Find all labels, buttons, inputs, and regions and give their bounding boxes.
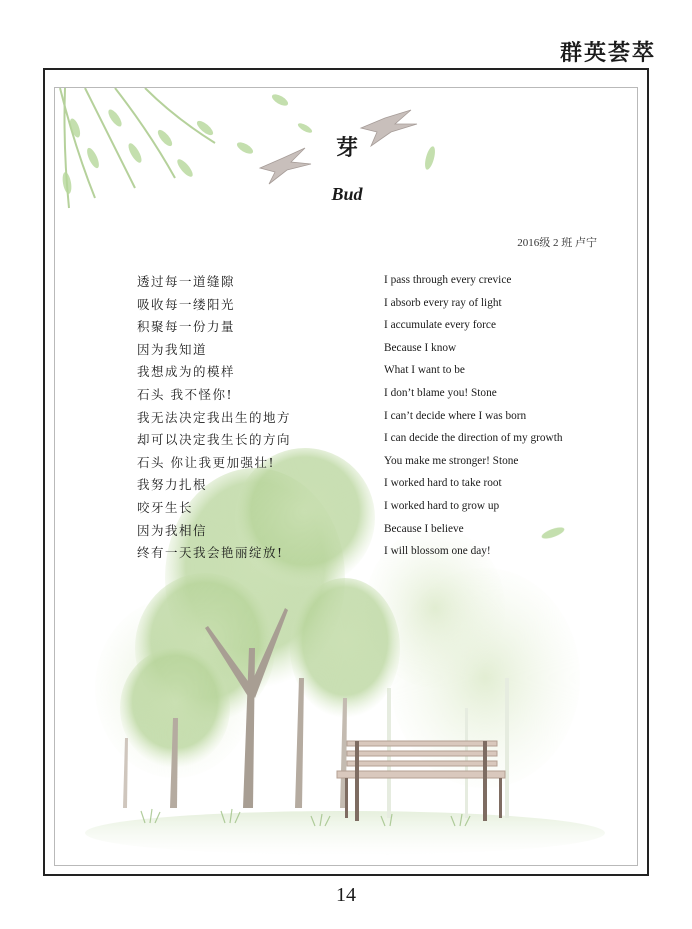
author-byline: 2016级 2 班 卢宁 [517,237,597,249]
poem-line-en: I can decide the direction of my growth [384,432,563,445]
poem-line-cn: 因为我相信 [137,522,208,538]
poem-line-en: I accumulate every force [384,319,496,332]
poem-line-cn: 透过每一道缝隙 [137,274,236,289]
poem-title-english: Bud [331,184,363,204]
page-number: 14 [336,884,356,906]
poem-line-cn: 因为我知道 [137,341,208,357]
poem-line-en: I don’t blame you! Stone [384,386,497,399]
poem-line-cn: 积聚每一份力量 [137,319,236,335]
poem-line-en: I can’t decide where I was born [384,409,527,422]
poem-line-en: What I want to be [384,364,465,377]
poem-line-cn: 我无法决定我出生的地方 [137,409,292,425]
poem-line-en: I absorb every ray of light [384,296,502,309]
poem-line-en: I worked hard to take root [384,477,502,490]
poem-chinese-lines [137,272,397,566]
poem-line-en: I pass through every crevice [384,274,512,286]
poem-line-en: I worked hard to grow up [384,499,500,512]
poem-line-cn: 我想成为的模样 [137,364,236,380]
poem-line-cn: 吸收每一缕阳光 [137,296,236,312]
poem-line-cn: 我努力扎根 [137,477,208,493]
section-title: 群英荟萃 [559,40,656,66]
poem-line-cn: 却可以决定我生长的方向 [137,432,292,448]
poem-line-en: I will blossom one day! [384,545,491,558]
poem-page [54,87,638,866]
poem-line-en: Because I know [384,341,457,354]
poem-line-cn: 咬牙生长 [137,499,194,515]
poem-line-cn: 石头 你让我更加强壮! [137,454,275,470]
poem-english-lines [384,274,634,568]
poem-line-cn: 石头 我不怪你! [137,386,233,402]
poem-line-en: You make me stronger! Stone [384,454,519,467]
poem-line-cn: 终有一天我会艳丽绽放! [137,545,284,561]
poem-line-en: Because I believe [384,522,464,535]
poem-title-chinese: 芽 [335,135,358,161]
